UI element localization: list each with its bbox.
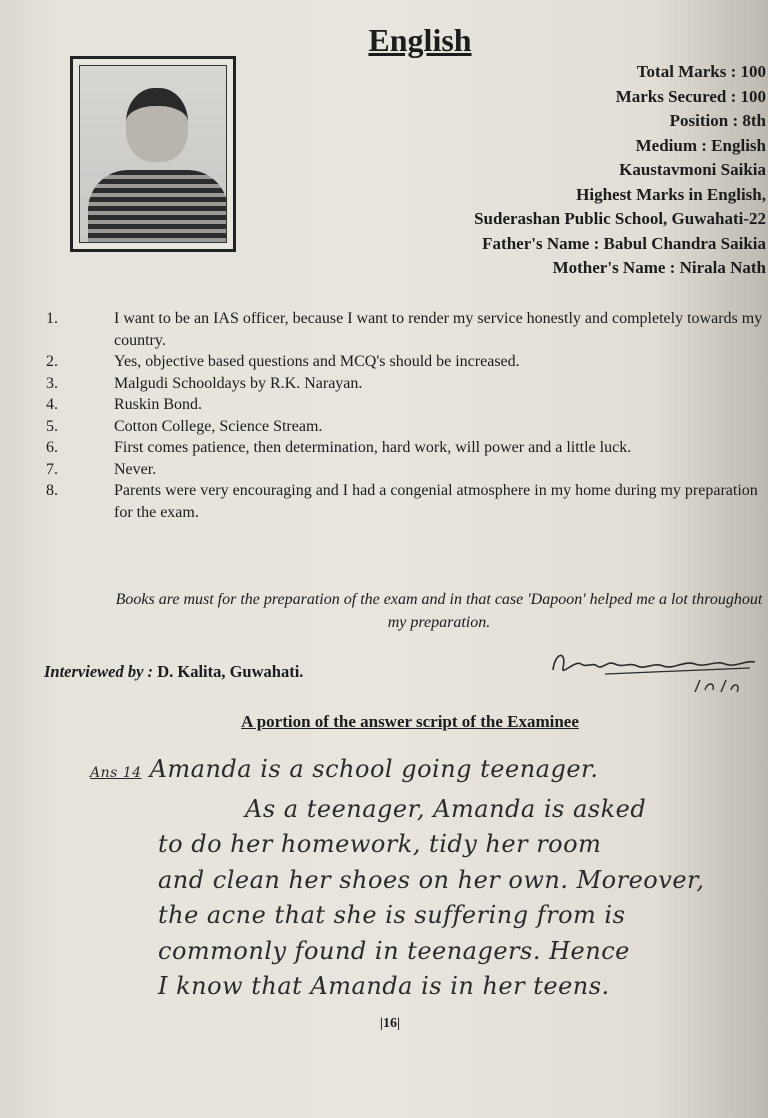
answer-text: Ruskin Bond. xyxy=(114,396,203,413)
answer-number: 5. xyxy=(46,417,58,435)
answer-script-heading: A portion of the answer script of the Examinee xyxy=(241,712,579,731)
answer-item xyxy=(42,480,768,523)
script-line: and clean her shoes on her own. Moreover, xyxy=(158,865,705,894)
answer-number: 7. xyxy=(46,460,58,478)
script-line: the acne that she is suffering from is xyxy=(158,901,626,929)
school-name: Suderashan Public School, Guwahati-22 xyxy=(474,209,766,228)
page-title: English xyxy=(368,22,472,58)
handwritten-signature xyxy=(545,640,765,700)
answer-item xyxy=(42,351,768,373)
answer-item xyxy=(42,416,768,438)
portrait-image xyxy=(79,65,227,243)
examinee-name: Kaustavmoni Saikia xyxy=(619,160,766,179)
examinee-quote: Books are must for the preparation of the exam and in that case 'Dapoon' helped me a lot throughout my preparation. xyxy=(115,591,763,631)
answer-text: I want to be an IAS officer, because I want to render my service honestly and completely towards my country. xyxy=(114,310,763,349)
answer-number: 2. xyxy=(46,353,58,370)
interviewer-credit xyxy=(44,662,303,682)
script-line: I know that Amanda is in her teens. xyxy=(158,972,610,1000)
handwritten-answer-script xyxy=(90,752,768,1005)
answer-text: Cotton College, Science Stream. xyxy=(114,417,323,435)
mother-name: Mother's Name : Nirala Nath xyxy=(552,258,766,277)
examinee-photo xyxy=(70,56,236,252)
script-line: As a teenager, Amanda is asked xyxy=(245,794,647,823)
script-line-text: Amanda is a school going teenager. xyxy=(149,755,599,783)
answer-text: Malgudi Schooldays by R.K. Narayan. xyxy=(114,374,363,392)
father-name: Father's Name : Babul Chandra Saikia xyxy=(482,233,766,253)
answer-item xyxy=(42,437,768,459)
examinee-info xyxy=(406,60,766,281)
answer-text: Parents were very encouraging and I had a congenial atmosphere in my home during my preparation for the exam. xyxy=(114,482,758,521)
answer-number: 4. xyxy=(46,396,58,413)
answer-text: Yes, objective based questions and MCQ's should be increased. xyxy=(114,353,520,370)
answer-item xyxy=(42,373,768,395)
medium: Medium : English xyxy=(635,135,766,155)
answer-number: 3. xyxy=(46,374,58,392)
answer-item xyxy=(42,459,768,481)
answer-number: 1. xyxy=(46,310,58,327)
interview-answers xyxy=(42,308,768,523)
answer-text: Never. xyxy=(114,460,157,478)
answer-text: First comes patience, then determination, hard work, will power and a little luck. xyxy=(114,439,632,456)
answer-item xyxy=(42,394,768,416)
answer-number: 8. xyxy=(46,482,58,499)
script-answer-label: Ans 14 xyxy=(90,765,142,781)
interviewer-value: D. Kalita, Guwahati. xyxy=(157,662,304,681)
marks-secured: Marks Secured : 100 xyxy=(615,86,766,106)
interviewer-label: Interviewed by : xyxy=(44,662,154,681)
script-line xyxy=(90,752,768,792)
answer-number: 6. xyxy=(46,439,58,456)
script-line: to do her homework, tidy her room xyxy=(158,830,602,858)
script-line: commonly found in teenagers. Hence xyxy=(158,936,630,965)
position: Position : 8th xyxy=(669,111,766,130)
answer-item xyxy=(42,308,768,351)
page-number: |16| xyxy=(379,1016,401,1031)
portrait-striped-shirt xyxy=(88,170,227,243)
total-marks: Total Marks : 100 xyxy=(636,62,766,81)
portrait-head xyxy=(126,88,188,162)
distinction: Highest Marks in English, xyxy=(576,184,766,204)
